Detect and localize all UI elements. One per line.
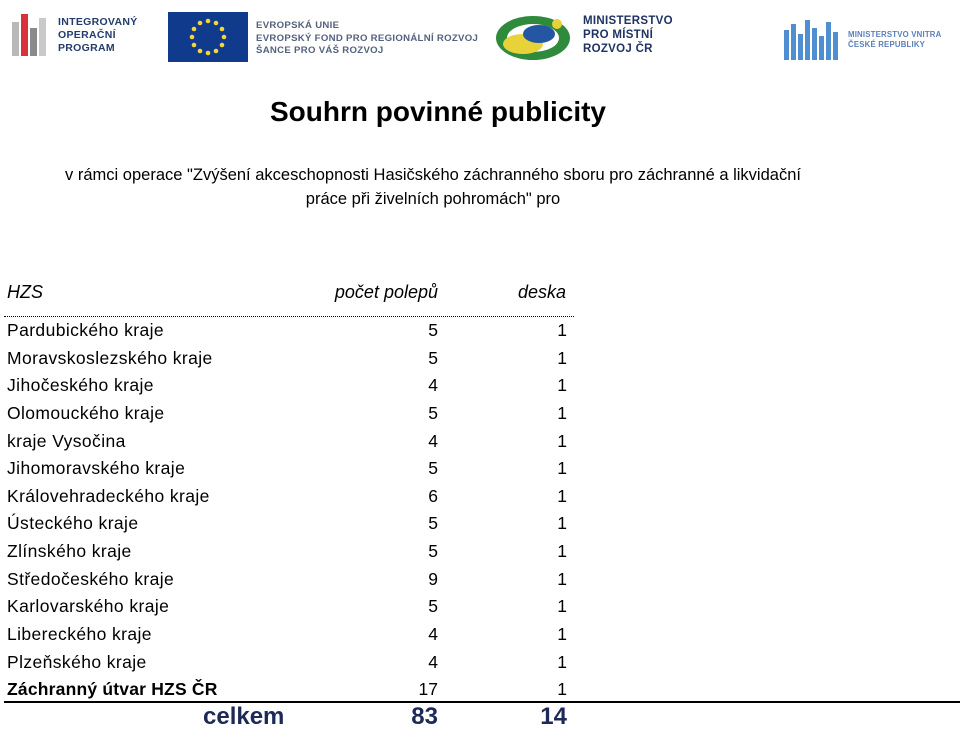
- cell-count: 5: [428, 513, 438, 534]
- iop-logo-line: OPERAČNÍ: [58, 29, 116, 41]
- cell-name: Libereckého kraje: [7, 624, 152, 645]
- cell-count: 5: [428, 347, 438, 368]
- table-row: [0, 400, 960, 428]
- cell-board: 1: [557, 485, 567, 506]
- cell-board: 1: [557, 513, 567, 534]
- iop-logo: [12, 12, 152, 60]
- cell-board: 1: [557, 624, 567, 645]
- cell-count: 5: [428, 541, 438, 562]
- cell-name: Karlovarského kraje: [7, 596, 170, 617]
- subtitle-line-2: práce při živelních pohromách" pro: [305, 190, 561, 208]
- table-body: [0, 317, 960, 704]
- cell-count: 17: [418, 679, 438, 700]
- iop-logo-line: PROGRAM: [58, 42, 115, 54]
- table-row: [0, 676, 960, 704]
- table-row: [0, 649, 960, 677]
- cell-name: kraje Vysočina: [7, 430, 126, 451]
- subtitle-line-1: v rámci operace "Zvýšení akceschopnosti Hasičského záchranného sboru pro záchranné a likvidační: [65, 166, 801, 184]
- table-row: [0, 538, 960, 566]
- logo-strip: [0, 0, 960, 72]
- eu-logo-line: EVROPSKÁ UNIE: [256, 20, 340, 31]
- cell-board: 1: [557, 430, 567, 451]
- cell-name: Královehradeckého kraje: [7, 485, 210, 506]
- cell-count: 5: [428, 458, 438, 479]
- cell-board: 1: [557, 679, 567, 700]
- cell-board: 1: [557, 568, 567, 589]
- table-row: [0, 621, 960, 649]
- eu-logo-line: ŠANCE PRO VÁŠ ROZVOJ: [256, 45, 384, 56]
- page-subtitle: [0, 163, 866, 211]
- cell-board: 1: [557, 596, 567, 617]
- cell-board: 1: [557, 651, 567, 672]
- cell-count: 9: [428, 568, 438, 589]
- cell-name: Olomouckého kraje: [7, 402, 165, 423]
- eu-logo: [168, 12, 480, 62]
- header-hzs: HZS: [7, 282, 43, 302]
- mmr-logo-line: ROZVOJ ČR: [583, 43, 653, 55]
- cell-count: 5: [428, 596, 438, 617]
- cell-name: Pardubického kraje: [7, 320, 165, 340]
- table-row: [0, 510, 960, 538]
- table-row: [0, 345, 960, 373]
- table-row: [0, 593, 960, 621]
- cell-count: 4: [428, 624, 438, 645]
- total-board: 14: [540, 703, 567, 730]
- publicity-table: [0, 278, 960, 730]
- cell-count: 5: [428, 320, 438, 340]
- header-count: počet polepů: [334, 282, 438, 302]
- cell-name: Moravskoslezského kraje: [7, 347, 213, 368]
- cell-board: 1: [557, 402, 567, 423]
- cell-board: 1: [557, 320, 567, 340]
- cell-board: 1: [557, 347, 567, 368]
- mmr-emblem-icon: [493, 10, 577, 64]
- cell-count: 4: [428, 651, 438, 672]
- mv-logo-line: ČESKÉ REPUBLIKY: [848, 40, 926, 49]
- total-label: celkem: [203, 703, 285, 730]
- cell-name: Středočeského kraje: [7, 568, 175, 589]
- cell-name: Jihočeského kraje: [7, 375, 154, 396]
- cell-count: 4: [428, 375, 438, 396]
- total-count: 83: [411, 703, 438, 730]
- iop-bars-icon: [12, 14, 52, 56]
- mv-emblem-icon: [784, 16, 840, 60]
- cell-name: Záchranný útvar HZS ČR: [7, 679, 218, 700]
- cell-board: 1: [557, 375, 567, 396]
- mmr-logo: [493, 10, 693, 64]
- mv-logo: [784, 16, 954, 60]
- table-header: [0, 278, 960, 312]
- cell-board: 1: [557, 541, 567, 562]
- mv-logo-line: MINISTERSTVO VNITRA: [848, 30, 942, 39]
- cell-count: 6: [428, 485, 438, 506]
- eu-logo-line: EVROPSKÝ FOND PRO REGIONÁLNÍ ROZVOJ: [256, 32, 479, 44]
- mmr-logo-line: PRO MÍSTNÍ: [583, 29, 654, 41]
- table-row: [0, 566, 960, 594]
- cell-count: 5: [428, 402, 438, 423]
- cell-name: Zlínského kraje: [7, 541, 132, 562]
- cell-name: Plzeňského kraje: [7, 651, 147, 672]
- cell-board: 1: [557, 458, 567, 479]
- table-row: [0, 372, 960, 400]
- table-row: [0, 483, 960, 511]
- header-board: deska: [517, 282, 566, 302]
- mmr-logo-line: MINISTERSTVO: [583, 15, 673, 27]
- eu-flag-icon: [168, 12, 248, 62]
- iop-logo-line: INTEGROVANÝ: [58, 16, 138, 28]
- cell-name: Jihomoravského kraje: [7, 458, 186, 479]
- table-row: [0, 317, 960, 345]
- cell-count: 4: [428, 430, 438, 451]
- page-title: Souhrn povinné publicity: [270, 96, 606, 127]
- cell-name: Ústeckého kraje: [7, 513, 139, 534]
- table-row: [0, 428, 960, 456]
- table-row: [0, 455, 960, 483]
